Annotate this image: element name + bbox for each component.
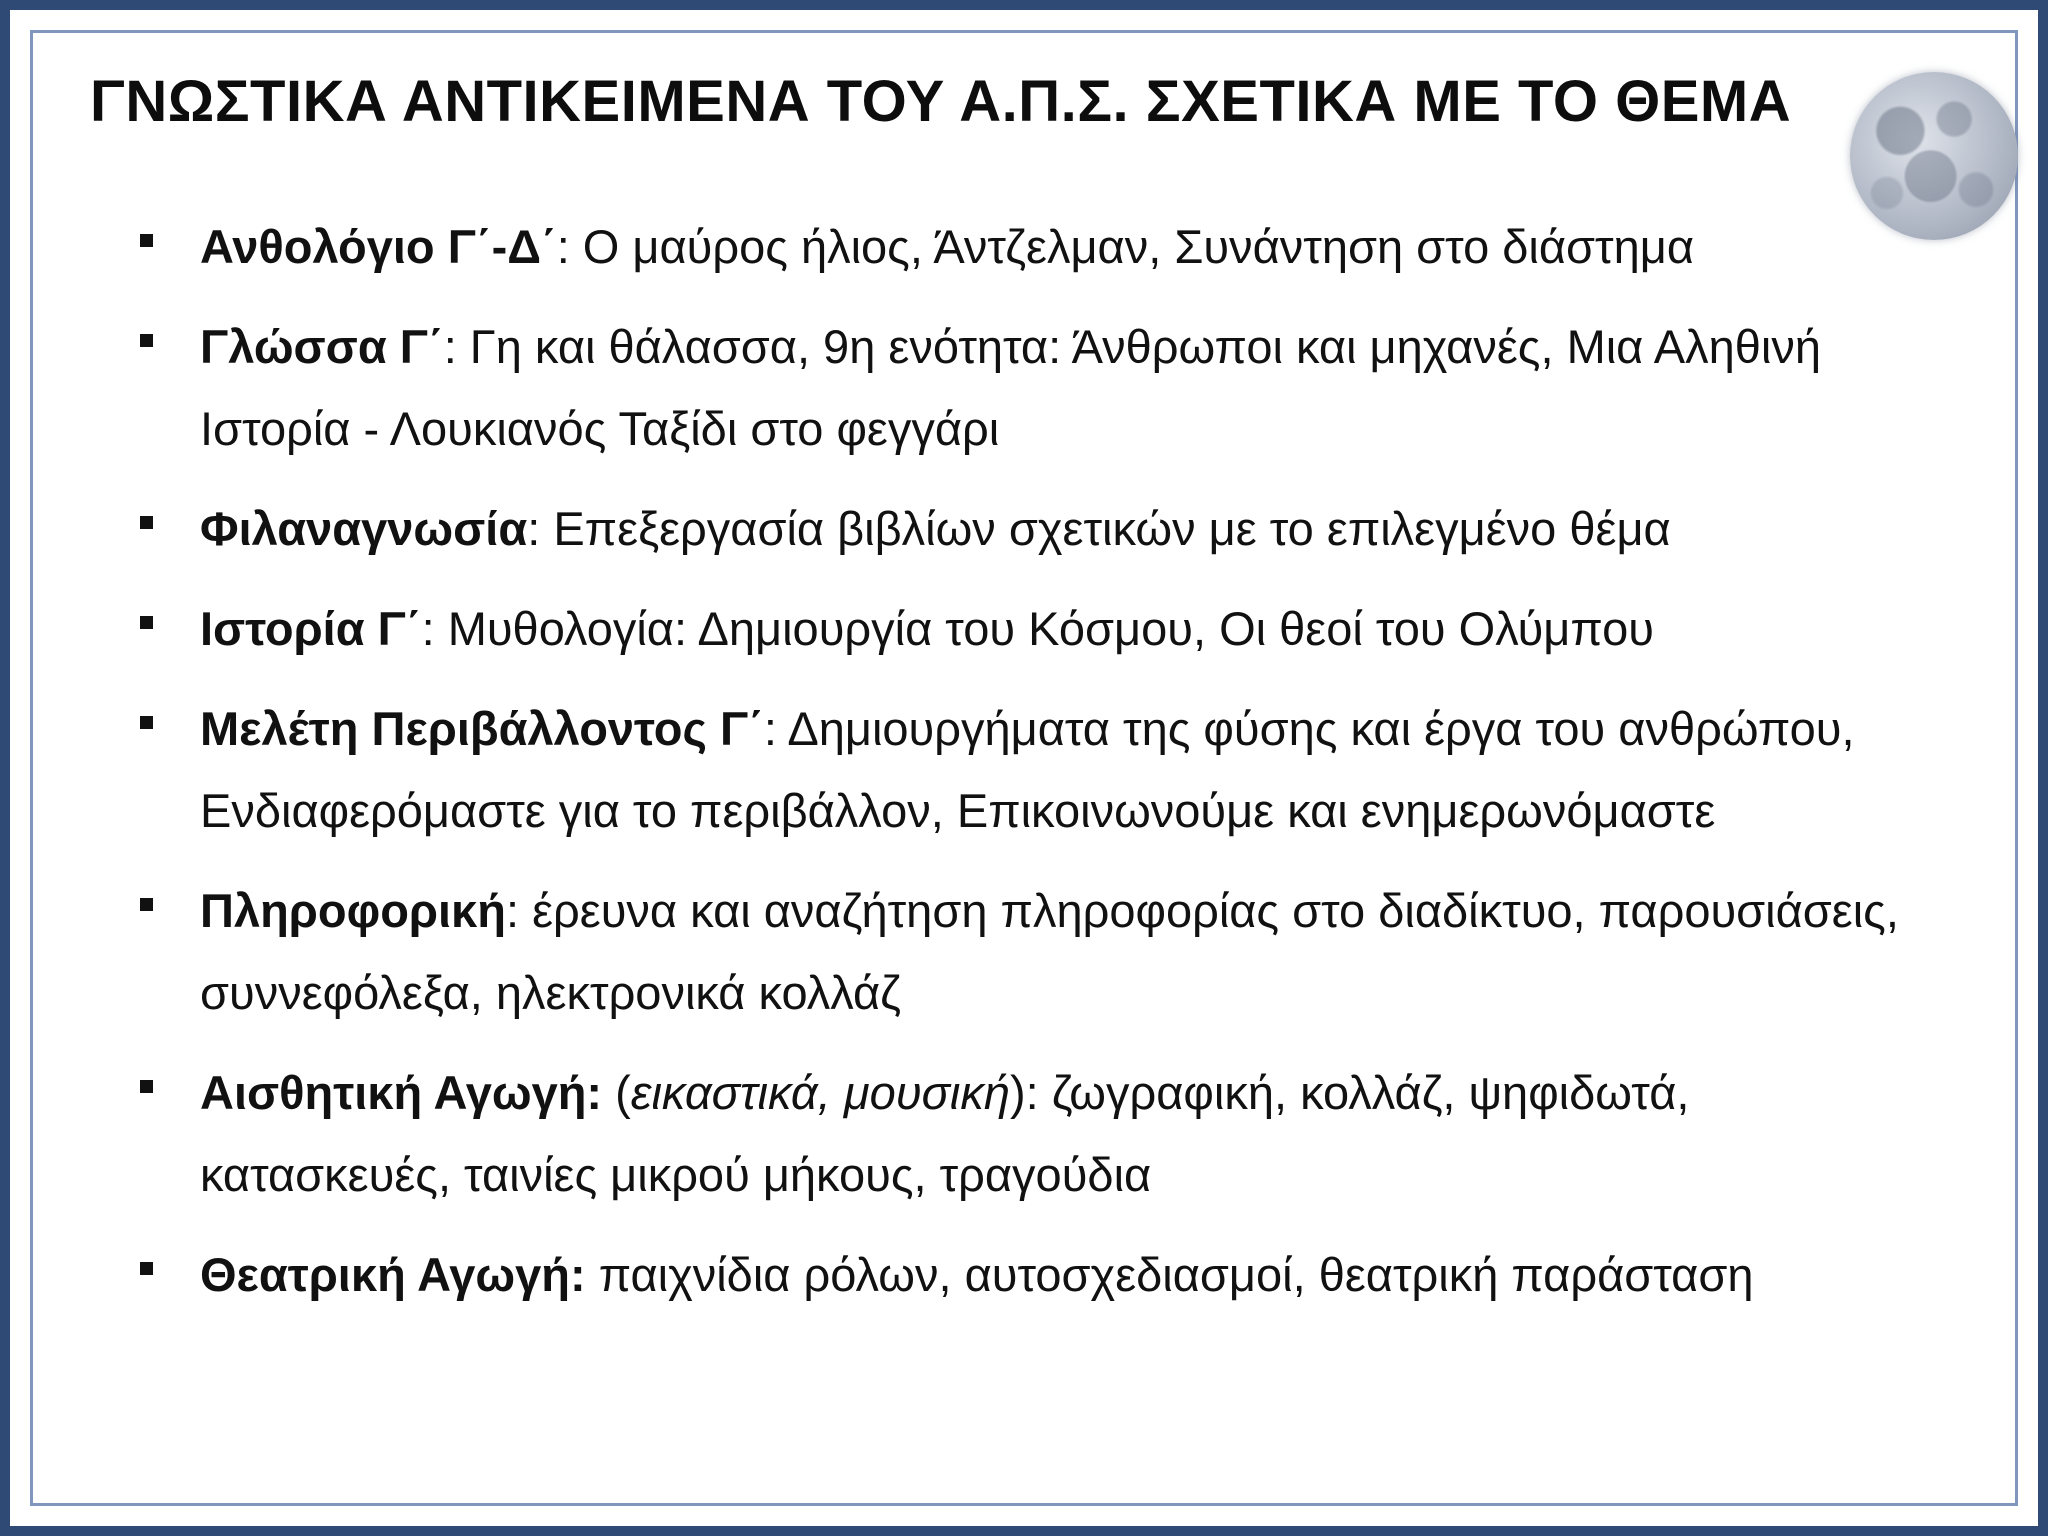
list-item [140, 688, 1940, 852]
list-item [140, 1234, 1940, 1316]
subject-list [140, 206, 1940, 1334]
list-item [140, 488, 1940, 570]
square-bullet-icon [140, 516, 153, 529]
subject-description: : Ο μαύρος ήλιος, Άντζελμαν, Συνάντηση στο διάστημα [556, 220, 1695, 273]
square-bullet-icon [140, 1262, 153, 1275]
square-bullet-icon [140, 898, 153, 911]
page-title: ΓΝΩΣΤΙΚΑ ΑΝΤΙΚΕΙΜΕΝΑ ΤΟΥ Α.Π.Σ. ΣΧΕΤΙΚΑ ΜΕ ΤΟ ΘΕΜΑ [90, 69, 1792, 134]
subject-name: Μελέτη Περιβάλλοντος Γ΄ [200, 702, 764, 755]
subject-name: Πληροφορική [200, 884, 506, 937]
subject-description: παιχνίδια ρόλων, αυτοσχεδιασμοί, θεατρική παράσταση [585, 1248, 1754, 1301]
subject-description: : Επεξεργασία βιβλίων σχετικών με το επιλεγμένο θέμα [527, 502, 1671, 555]
list-item [140, 206, 1940, 288]
subject-name: Θεατρική Αγωγή: [200, 1248, 586, 1301]
list-item [140, 870, 1940, 1034]
list-item [140, 588, 1940, 670]
subject-description: ): ζωγραφική, κολλάζ, ψηφιδωτά, κατασκευές, ταινίες μικρού μήκους, τραγούδια [200, 1066, 1690, 1201]
list-item [140, 306, 1940, 470]
subject-name: Γλώσσα Γ΄ [200, 320, 444, 373]
square-bullet-icon [140, 1080, 153, 1093]
subject-description: : Γη και θάλασσα, 9η ενότητα: Άνθρωποι και μηχανές, Μια Αληθινή Ιστορία - Λουκιανός Ταξίδι στο φεγγάρι [200, 320, 1822, 455]
subject-description-italic: εικαστικά, μουσική [630, 1066, 1010, 1119]
subject-description-prefix: ( [602, 1066, 631, 1119]
subject-name: Ανθολόγιο Γ΄-Δ΄ [200, 220, 557, 273]
square-bullet-icon [140, 334, 153, 347]
subject-description: : έρευνα και αναζήτηση πληροφορίας στο διαδίκτυο, παρουσιάσεις, συννεφόλεξα, ηλεκτρονικά κολλάζ [200, 884, 1899, 1019]
subject-description: : Δημιουργήματα της φύσης και έργα του ανθρώπου, Ενδιαφερόμαστε για το περιβάλλον, Επικοινωνούμε και ενημερωνόμαστε [200, 702, 1855, 837]
square-bullet-icon [140, 234, 153, 247]
list-item [140, 1052, 1940, 1216]
subject-description: : Μυθολογία: Δημιουργία του Κόσμου, Οι θεοί του Ολύμπου [421, 602, 1654, 655]
square-bullet-icon [140, 616, 153, 629]
subject-name: Ιστορία Γ΄ [200, 602, 422, 655]
square-bullet-icon [140, 716, 153, 729]
subject-name: Αισθητική Αγωγή: [200, 1066, 603, 1119]
subject-name: Φιλαναγνωσία [200, 502, 528, 555]
